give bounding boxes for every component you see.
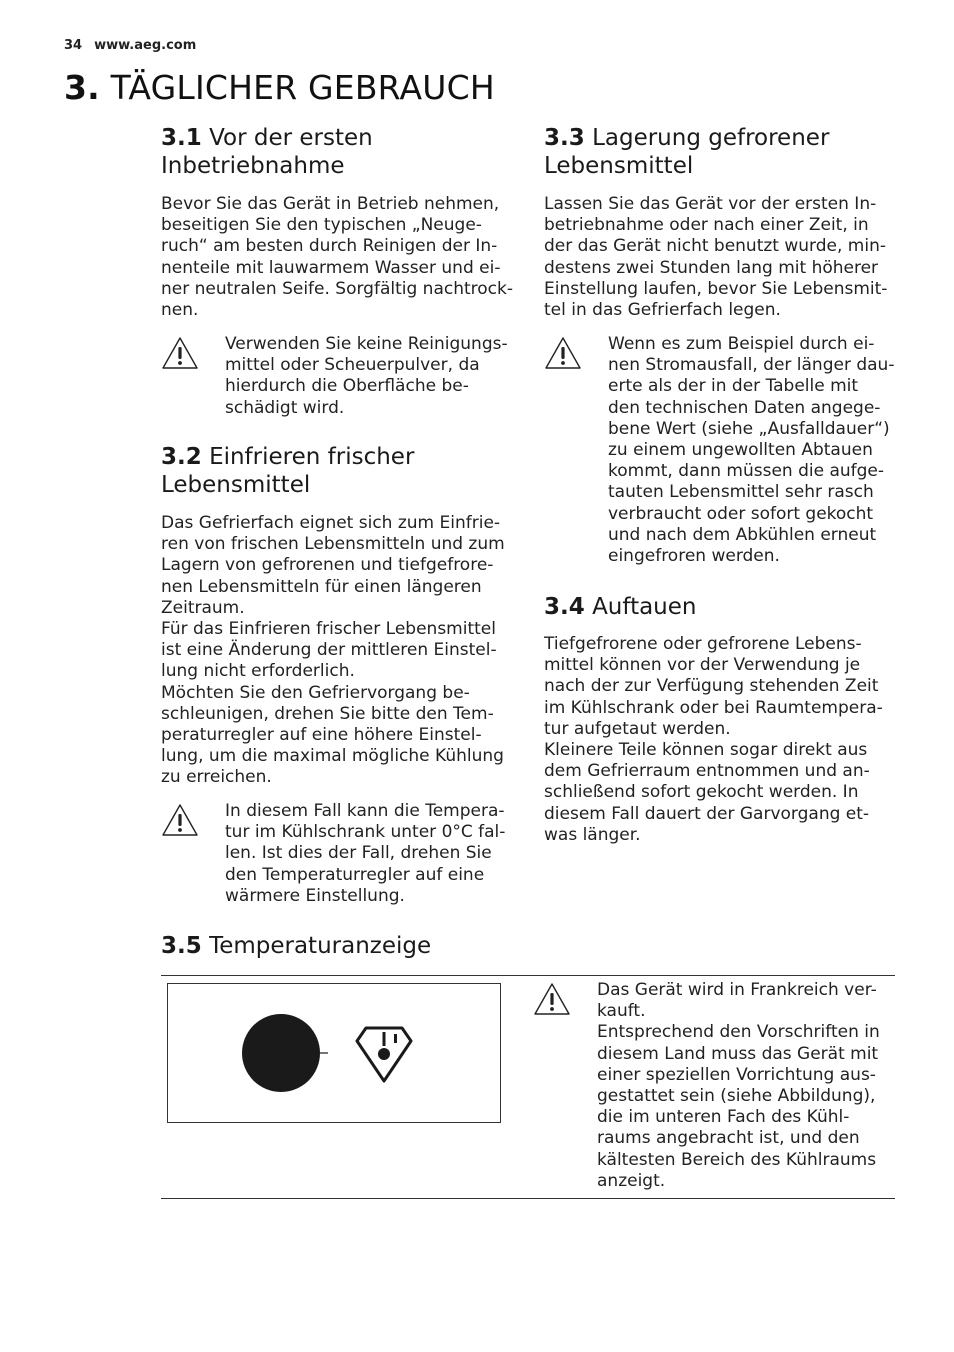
text-line: tur aufgetaut werden. [544, 718, 731, 739]
warning-text [608, 334, 894, 567]
text-line: die im unteren Fach des Kühl- [597, 1107, 850, 1128]
section-3-1-body [161, 194, 511, 321]
section-number: 3.3 [544, 125, 585, 151]
text-line: tauten Lebensmittel sehr rasch [608, 482, 874, 503]
section-title-line: Einfrieren frischer [209, 444, 415, 470]
text-line: Zeitraum. [161, 597, 245, 618]
text-line: diesem Fall dauert der Garvorgang et- [544, 803, 870, 824]
warning-text [225, 801, 505, 907]
text-line: peraturregler auf eine höhere Einstel- [161, 725, 482, 746]
chapter-number: 3. [64, 68, 100, 107]
text-line: Lagern von gefrorenen und tiefgefrore- [161, 555, 494, 576]
text-line: kommt, dann müssen die aufge- [608, 461, 885, 482]
section-3-2-heading [161, 443, 511, 499]
text-line: nenteile mit lauwarmem Wasser und ei- [161, 257, 501, 278]
text-line: Lassen Sie das Gerät vor der ersten In- [544, 194, 877, 214]
thermometer-diamond-icon [357, 1028, 411, 1081]
warning-triangle-icon [161, 803, 199, 837]
section-3-5-warning [533, 980, 883, 1195]
text-line: hierdurch die Oberfläche be- [225, 376, 469, 397]
chapter-title-text: TÄGLICHER GEBRAUCH [110, 68, 495, 107]
text-line: nen. [161, 300, 199, 321]
text-line: Verwenden Sie keine Reinigungs- [225, 334, 508, 354]
text-line: schleunigen, drehen Sie bitte den Tem- [161, 703, 494, 724]
section-title-line: Vor der ersten [209, 125, 373, 151]
text-line: wärmere Einstellung. [225, 885, 405, 906]
text-line: ner neutralen Seife. Sorgfältig nachtrock- [161, 278, 513, 299]
section-title-line: Lebensmittel [544, 153, 694, 179]
text-line: dem Gefrierraum entnommen und an- [544, 761, 870, 782]
text-line: den technischen Daten angege- [608, 397, 881, 418]
figure-drawing [168, 984, 500, 1122]
section-3-5-heading [161, 932, 431, 960]
text-line: Das Gerät wird in Frankreich ver- [597, 980, 877, 1000]
section-divider-top [161, 975, 895, 976]
text-line: Für das Einfrieren frischer Lebensmittel [161, 619, 496, 640]
text-line: eingefroren werden. [608, 546, 780, 567]
text-line: Möchten Sie den Gefriervorgang be- [161, 682, 470, 703]
warning-text [597, 980, 880, 1192]
section-3-2-warning [161, 801, 511, 911]
text-line: kältesten Bereich des Kühlraums [597, 1149, 877, 1170]
text-line: Entsprechend den Vorschriften in [597, 1022, 880, 1043]
text-line: mittel oder Scheuerpulver, da [225, 355, 480, 376]
text-line: gestattet sein (siehe Abbildung), [597, 1086, 876, 1107]
text-line: verbraucht oder sofort gekocht [608, 503, 874, 524]
text-line: ruch“ am besten durch Reinigen der In- [161, 236, 498, 257]
temperature-indicator-figure [167, 983, 501, 1123]
section-3-1-warning [161, 334, 511, 424]
text-line: mittel können vor der Verwendung je [544, 655, 861, 676]
text-line: len. Ist dies der Fall, drehen Sie [225, 843, 492, 864]
website-link[interactable]: www.aeg.com [94, 38, 197, 53]
text-line: einer speziellen Vorrichtung aus- [597, 1064, 876, 1085]
section-3-2-body [161, 513, 511, 789]
text-line: Bevor Sie das Gerät in Betrieb nehmen, [161, 194, 500, 214]
warning-triangle-icon [544, 336, 582, 370]
section-number: 3.4 [544, 594, 585, 620]
text-line: und nach dem Abkühlen erneut [608, 524, 877, 545]
text-line: erte als der in der Tabelle mit [608, 376, 859, 397]
text-line: diesem Land muss das Gerät mit [597, 1043, 879, 1064]
text-line: ren von frischen Lebensmitteln und zum [161, 534, 505, 555]
section-title-line: Lagerung gefrorener [592, 125, 830, 151]
section-3-1-heading [161, 124, 511, 180]
page-number: 34 [64, 38, 83, 53]
text-line: lung, um die maximal mögliche Kühlung [161, 746, 504, 767]
chapter-title [64, 68, 495, 107]
section-3-4-body [544, 634, 894, 846]
text-line: bene Wert (siehe „Ausfalldauer“) [608, 418, 890, 439]
text-line: nen Lebensmitteln für einen längeren [161, 576, 482, 597]
section-title-line: Inbetriebnahme [161, 153, 345, 179]
text-line: was länger. [544, 824, 641, 845]
text-line: zu einem ungewollten Abtauen [608, 440, 873, 461]
text-line: schädigt wird. [225, 397, 345, 418]
text-line: lung nicht erforderlich. [161, 661, 355, 682]
text-line: betriebnahme oder nach einer Zeit, in [544, 215, 869, 236]
text-line: Einstellung laufen, bevor Sie Lebensmit- [544, 278, 888, 299]
text-line: im Kühlschrank oder bei Raumtempera- [544, 697, 883, 718]
text-line: anzeigt. [597, 1170, 666, 1191]
section-title-line: Temperaturanzeige [209, 933, 432, 959]
indicator-dot-icon [242, 1014, 320, 1092]
section-title-line: Lebensmittel [161, 472, 311, 498]
section-3-3-heading [544, 124, 894, 180]
warning-text [225, 334, 508, 419]
page-header [64, 38, 196, 53]
section-number: 3.2 [161, 444, 202, 470]
section-3-4-heading [544, 593, 894, 621]
section-3-3-body [544, 194, 894, 321]
text-line: zu erreichen. [161, 767, 272, 788]
section-divider-bottom [161, 1198, 895, 1199]
text-line: nen Stromausfall, der länger dau- [608, 355, 895, 376]
section-3-3-warning [544, 334, 894, 574]
text-line: In diesem Fall kann die Tempera- [225, 801, 505, 821]
warning-triangle-icon [533, 982, 571, 1016]
text-line: destens zwei Stunden lang mit höherer [544, 257, 879, 278]
text-line: kauft. [597, 1001, 646, 1022]
text-line: ist eine Änderung der mittleren Einstel- [161, 640, 497, 661]
text-line: schließend sofort gekocht werden. In [544, 782, 859, 803]
text-line: der das Gerät nicht benutzt wurde, min- [544, 236, 886, 257]
warning-triangle-icon [161, 336, 199, 370]
section-number: 3.5 [161, 933, 202, 959]
section-number: 3.1 [161, 125, 202, 151]
text-line: den Temperaturregler auf eine [225, 864, 485, 885]
text-line: tur im Kühlschrank unter 0°C fal- [225, 822, 506, 843]
text-line: nach der zur Verfügung stehenden Zeit [544, 676, 879, 697]
text-line: beseitigen Sie den typischen „Neuge- [161, 215, 482, 236]
text-line: Das Gefrierfach eignet sich zum Einfrie- [161, 513, 501, 533]
text-line: raums angebracht ist, und den [597, 1128, 860, 1149]
text-line: Kleinere Teile können sogar direkt aus [544, 740, 868, 761]
section-title-line: Auftauen [592, 594, 697, 620]
text-line: Wenn es zum Beispiel durch ei- [608, 334, 875, 354]
text-line: tel in das Gefrierfach legen. [544, 300, 781, 321]
text-line: Tiefgefrorene oder gefrorene Lebens- [544, 634, 862, 654]
